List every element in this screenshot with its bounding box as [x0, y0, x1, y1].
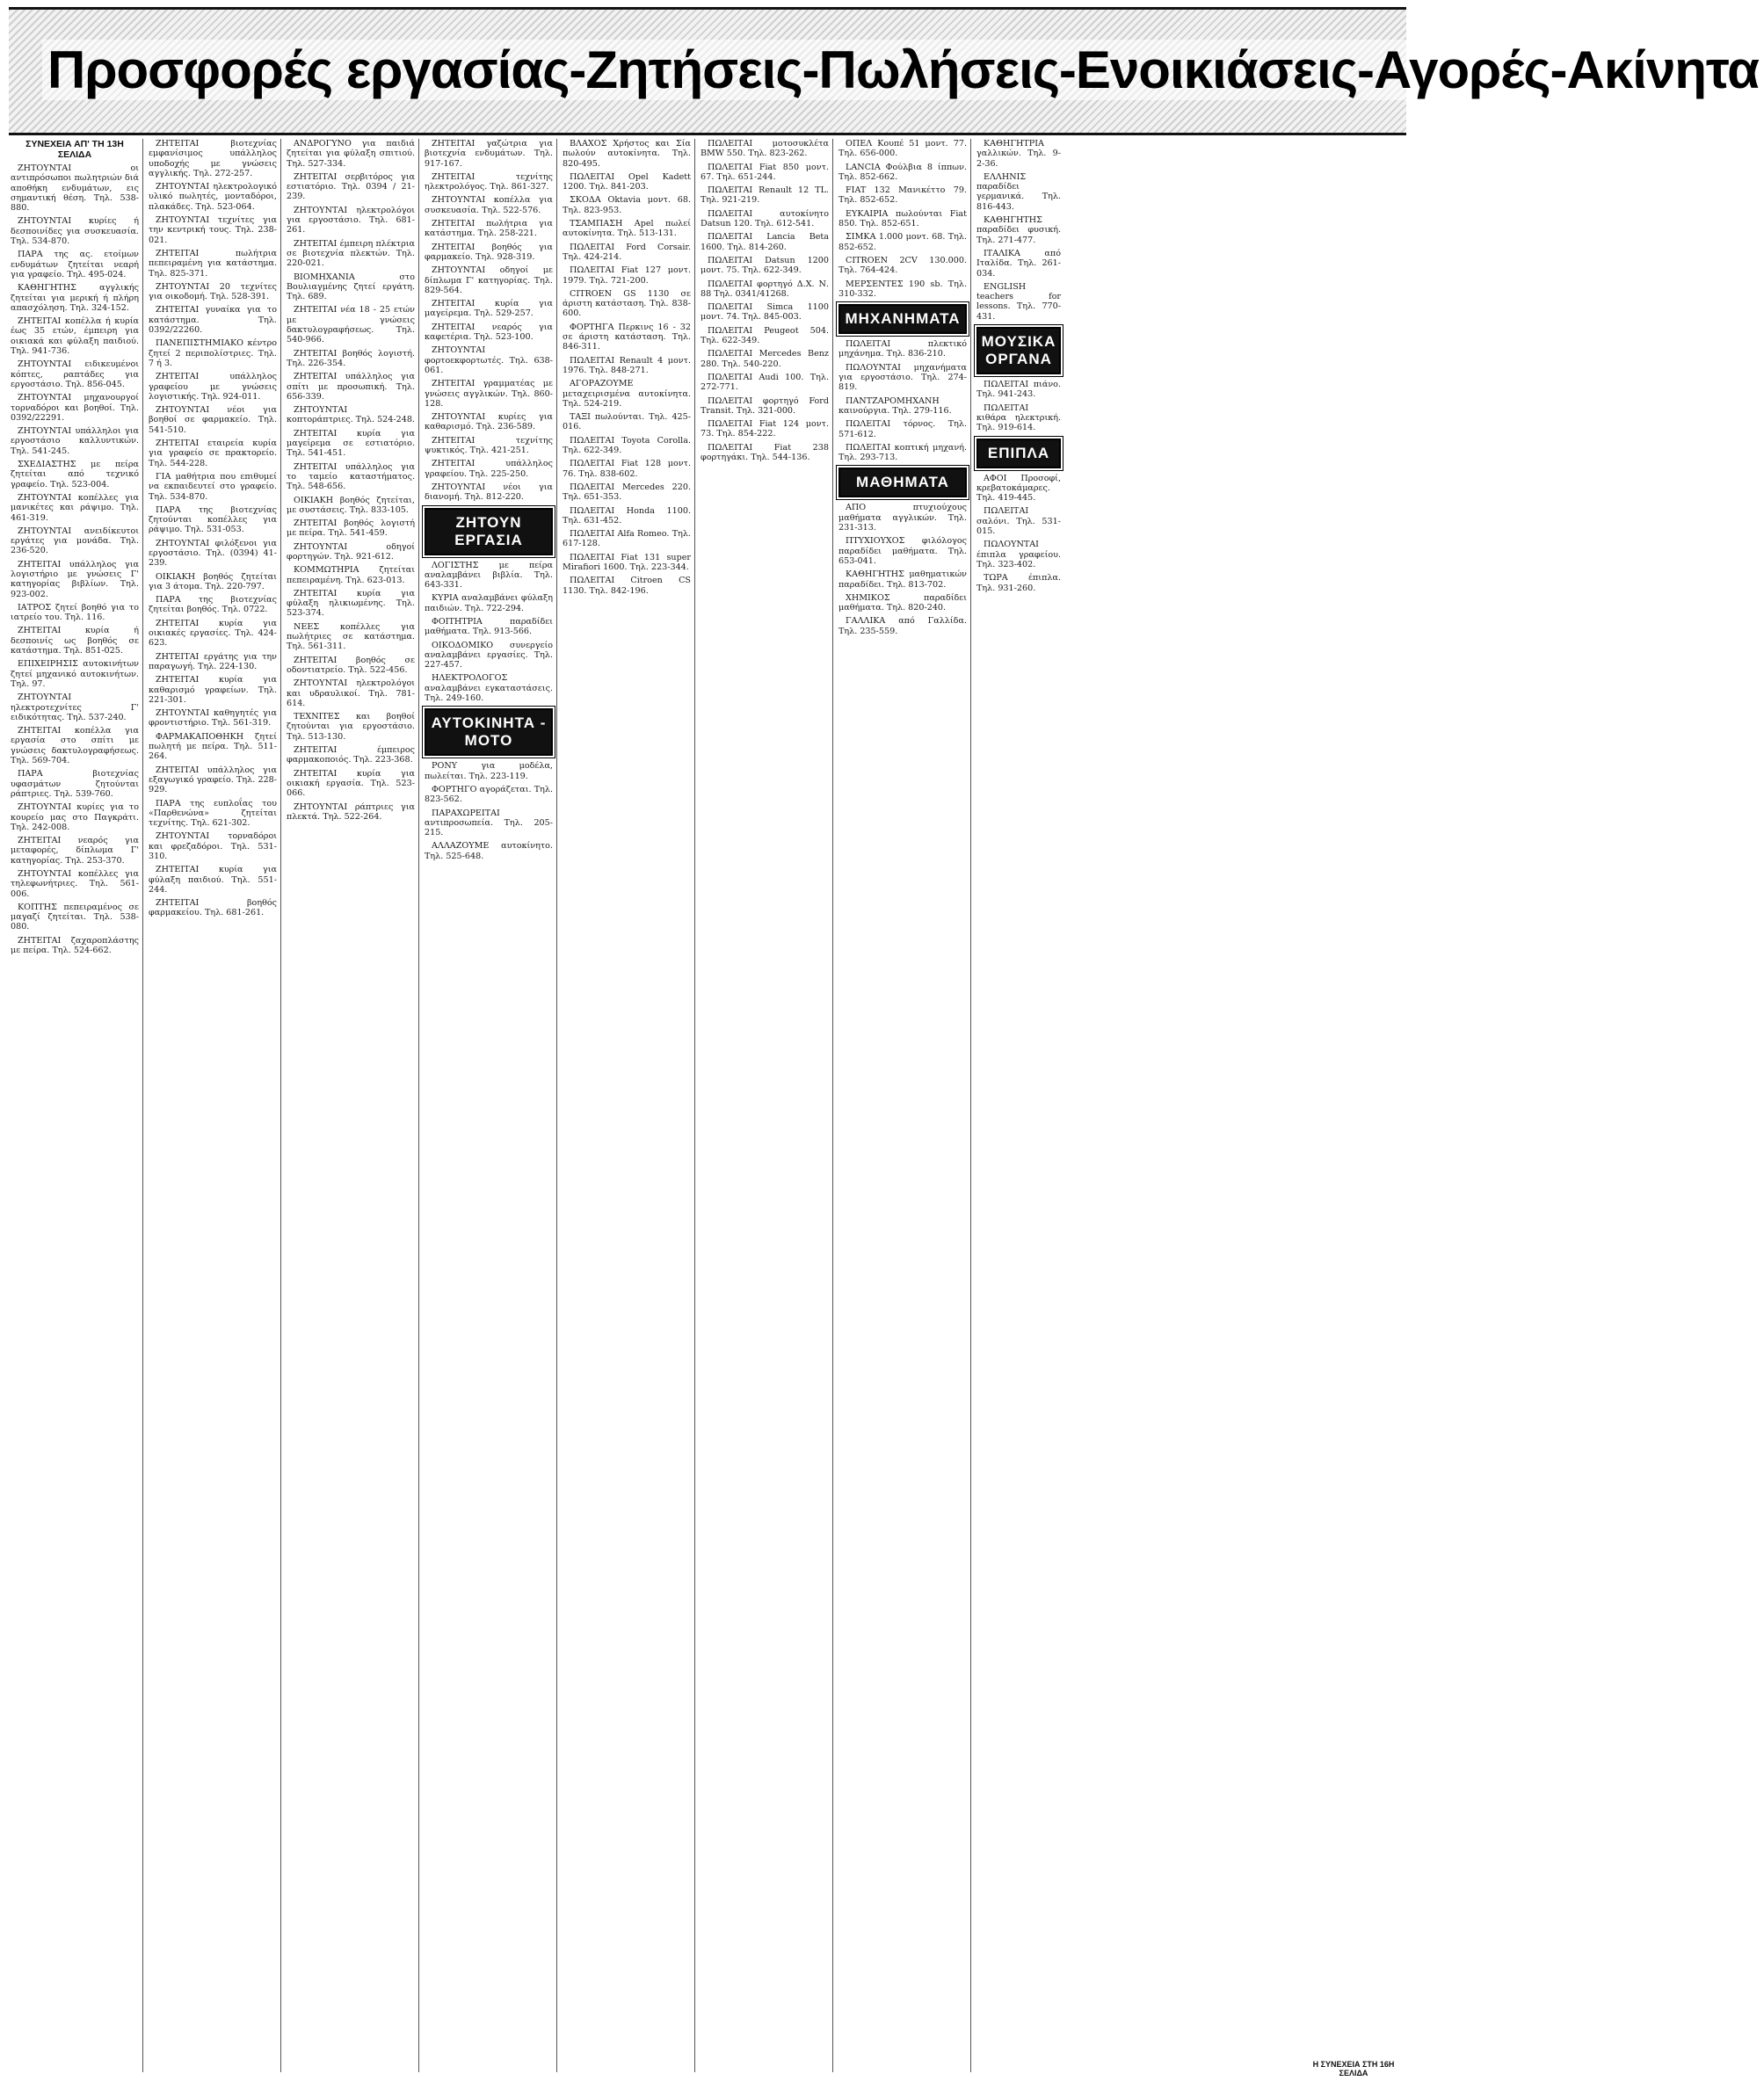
classified-ad: ΖΗΤΕΙΤΑΙ κυρία ή δεσποινίς ως βοηθός σε κατάστημα. Τηλ. 851-025.	[11, 626, 139, 656]
ad-list	[425, 139, 553, 503]
classified-ad: ΤΑΞΙ πωλούνται. Τηλ. 425-016.	[563, 412, 691, 432]
classified-ad: ENGLISH teachers for lessons. Τηλ. 770-431.	[976, 281, 1061, 322]
classified-ad: ΠΑΡΑ της βιοτεχνίας ζητούνται κοπέλλες για ράψιμο. Τηλ. 531-053.	[149, 504, 277, 535]
classified-ad: ΦΟΡΤΗΓΟ αγοράζεται. Τηλ. 823-562.	[425, 784, 553, 805]
classified-ad: ΚΥΡΙΑ αναλαμβάνει φύλαξη παιδιών. Τηλ. 722-294.	[425, 593, 553, 613]
classified-ad: ΠΩΛΕΙΤΑΙ Renault 12 TL. Τηλ. 921-219.	[701, 185, 829, 206]
classified-ad: ΠΩΛΕΙΤΑΙ τόρνος. Τηλ. 571-612.	[838, 419, 967, 439]
classified-ad: ΖΗΤΕΙΤΑΙ γυναίκα για το κατάστημα. Τηλ. 0392/22260.	[149, 305, 277, 336]
ad-list	[563, 139, 691, 596]
classified-ad: ΖΗΤΕΙΤΑΙ πωλήτρια για κατάστημα. Τηλ. 258-221.	[425, 219, 553, 239]
classified-ad: ΖΗΤΟΥΝΤΑΙ υπάλληλοι για εργοστάσιο καλλυντικών. Τηλ. 541-245.	[11, 426, 139, 456]
classified-ad: ΖΗΤΟΥΝΤΑΙ ανειδίκευτοι εργάτες για μονάδα. Τηλ. 236-520.	[11, 526, 139, 556]
ad-columns	[11, 139, 1396, 2072]
classified-ad: ΖΗΤΟΥΝΤΑΙ ηλεκτρολογικό υλικό πωλητές, μονταδόροι, πλακάδες. Τηλ. 523-064.	[149, 182, 277, 212]
classified-ad: ΖΗΤΕΙΤΑΙ εργάτης για την παραγωγή. Τηλ. 224-130.	[149, 651, 277, 671]
ad-list	[976, 139, 1061, 322]
classified-ad: ΖΗΤΕΙΤΑΙ γραμματέας με γνώσεις αγγλικών. Τηλ. 860-128.	[425, 379, 553, 409]
classified-ad: ΑΓΟΡΑΖΟΥΜΕ μεταχειρισμένα αυτοκίνητα. Τηλ. 524-219.	[563, 379, 691, 409]
classified-ad: ΟΙΚΙΑΚΗ βοηθός ζητείται για 3 άτομα. Τηλ. 220-797.	[149, 571, 277, 591]
column-8	[976, 139, 1064, 2072]
classified-ad: CITROEN 2CV 130.000. Τηλ. 764-424.	[838, 255, 967, 276]
classified-ad: ΖΗΤΕΙΤΑΙ βοηθός λογιστή. Τηλ. 226-354.	[287, 348, 415, 368]
classified-ad: ΓΑΛΛΙΚΑ από Γαλλίδα. Τηλ. 235-559.	[838, 616, 967, 636]
classified-ad: ΖΗΤΕΙΤΑΙ βοηθός σε οδοντιατρείο. Τηλ. 522-456.	[287, 655, 415, 675]
classified-ad: ΟΙΚΟΔΟΜΙΚΟ συνεργείο αναλαμβάνει εργασίες. Τηλ. 227-457.	[425, 640, 553, 671]
column-1	[11, 139, 143, 2072]
classified-ad: ΠΩΛΕΙΤΑΙ μοτοσυκλέτα BMW 550. Τηλ. 823-262.	[701, 139, 829, 159]
ad-list	[976, 380, 1061, 432]
classified-ad: ΦΟΡΤΗΓΑ Περκινς 16 - 32 σε άριστη κατάσταση. Τηλ. 846-311.	[563, 322, 691, 352]
classified-ad: ΚΑΘΗΓΗΤΗΣ παραδίδει φυσική. Τηλ. 271-477.	[976, 215, 1061, 245]
classified-ad: ΠΩΛΕΙΤΑΙ Datsun 1200 μοντ. 75. Τηλ. 622-349.	[701, 255, 829, 276]
classifieds-banner	[9, 7, 1759, 135]
classified-ad: ΙΑΤΡΟΣ ζητεί βοηθό για το ιατρείο του. Τηλ. 116.	[11, 602, 139, 623]
classified-ad: ΖΗΤΕΙΤΑΙ ζαχαροπλάστης με πείρα. Τηλ. 524-662.	[11, 935, 139, 956]
ad-list	[149, 139, 277, 918]
classified-ad: ΠΩΛΕΙΤΑΙ Renault 4 μοντ. 1976. Τηλ. 848-271.	[563, 355, 691, 375]
classified-ad: ΖΗΤΕΙΤΑΙ σερβιτόρος για εστιατόριο. Τηλ. 0394 / 21-239.	[287, 171, 415, 202]
continued-from-heading: ΣΥΝΕΧΕΙΑ ΑΠ' ΤΗ 13Η ΣΕΛΙΔΑ	[25, 139, 124, 160]
classified-ad: ΠΑΡΑΧΩΡΕΙΤΑΙ αντιπροσωπεία. Τηλ. 205-215.	[425, 808, 553, 838]
classified-ad: ΠΩΛΕΙΤΑΙ Mercedes 220. Τηλ. 651-353.	[563, 482, 691, 503]
classified-ad: ΖΗΤΕΙΤΑΙ υπάλληλος για το ταμείο καταστήματος. Τηλ. 548-656.	[287, 461, 415, 492]
classified-ad: ΠΩΛΕΙΤΑΙ Toyota Corolla. Τηλ. 622-349.	[563, 435, 691, 456]
classified-ad: ΓΙΑ μαθήτρια που επιθυμεί να εκπαιδευτεί στο γραφείο. Τηλ. 534-870.	[149, 471, 277, 502]
classified-ad: FIAT 132 Μανικέττο 79. Τηλ. 852-652.	[838, 185, 967, 206]
classified-ad: ΖΗΤΟΥΝΤΑΙ καθηγητές για φροντιστήριο. Τηλ. 561-319.	[149, 708, 277, 729]
classified-ad: ΖΗΤΟΥΝΤΑΙ 20 τεχνίτες για οικοδομή. Τηλ. 528-391.	[149, 281, 277, 302]
classified-ad: ΠΩΛΕΙΤΑΙ φορτηγό Ford Transit. Τηλ. 321-000.	[701, 395, 829, 416]
section-heading-machinery: ΜΗΧΑΝΗΜΑΤΑ	[838, 304, 967, 334]
classified-ad: ΝΕΕΣ κοπέλλες για πωλήτριες σε κατάστημα. Τηλ. 561-311.	[287, 621, 415, 652]
ad-list	[838, 339, 967, 462]
classified-ad: CITROEN GS 1130 σε άριστη κατάσταση. Τηλ. 838-600.	[563, 288, 691, 319]
classified-ad: ΠΑΡΑ της ας. ετοίμων ενδυμάτων ζητείται νεαρή για γραφείο. Τηλ. 495-024.	[11, 250, 139, 279]
classified-ad: ΦΟΙΤΗΤΡΙΑ παραδίδει μαθήματα. Τηλ. 913-566.	[425, 616, 553, 637]
column-6	[701, 139, 833, 2072]
classified-ad: ΠΩΛΕΙΤΑΙ κοπτική μηχανή. Τηλ. 293-713.	[838, 442, 967, 463]
classified-ad: ΠΑΡΑ βιοτεχνίας υφασμάτων ζητούνται ράπτριες. Τηλ. 539-760.	[11, 769, 139, 799]
classified-ad: ΠΑΡΑ της ευπλοΐας του «Παρθενώνα» ζητείται τεχνίτης. Τηλ. 621-302.	[149, 798, 277, 829]
classified-ad: ΠΩΛΕΙΤΑΙ Peugeot 504. Τηλ. 622-349.	[701, 325, 829, 346]
classified-ad: ΖΗΤΕΙΤΑΙ κυρία για μαγείρεμα σε εστιατόριο. Τηλ. 541-451.	[287, 428, 415, 459]
classified-ad: ΠΩΛΕΙΤΑΙ Fiat 238 φορτηγάκι. Τηλ. 544-136.	[701, 442, 829, 463]
ad-list	[976, 474, 1061, 593]
classified-ad: PONY για μοδέλα, πωλείται. Τηλ. 223-119.	[425, 761, 553, 781]
classified-ad: ΤΩΡΑ έπιπλα. Τηλ. 931-260.	[976, 573, 1061, 593]
classified-ad: ΙΤΑΛΙΚΑ από Ιταλίδα. Τηλ. 261-034.	[976, 248, 1061, 279]
classified-ad: ΟΙΚΙΑΚΗ βοηθός ζητείται, με συστάσεις. Τηλ. 833-105.	[287, 495, 415, 515]
classified-ad: ΠΩΛΕΙΤΑΙ Fiat 131 super Mirafiori 1600. Τηλ. 223-344.	[563, 552, 691, 572]
classified-ad: ΖΗΤΕΙΤΑΙ βοηθός για φαρμακείο. Τηλ. 928-319.	[425, 242, 553, 262]
classified-ad: ΠΩΛΕΙΤΑΙ Mercedes Benz 280. Τηλ. 540-220.	[701, 349, 829, 369]
classified-ad: ΖΗΤΟΥΝΤΑΙ κοπτοράπτριες. Τηλ. 524-248.	[287, 405, 415, 425]
classified-ad: ΣΧΕΔΙΑΣΤΗΣ με πείρα ζητείται από τεχνικό γραφείο. Τηλ. 523-004.	[11, 460, 139, 489]
classified-ad: ΠΩΛΟΥΝΤΑΙ μηχανήματα για εργοστάσιο. Τηλ. 274-819.	[838, 362, 967, 393]
classified-ad: ΖΗΤΟΥΝΤΑΙ φορτοεκφορτωτές. Τηλ. 638-061.	[425, 345, 553, 375]
classified-ad: ΦΑΡΜΑΚΑΠΟΘΗΚΗ ζητεί πωλητή με πείρα. Τηλ. 511-264.	[149, 731, 277, 762]
classified-ad: ΖΗΤΟΥΝΤΑΙ κυρίες ή δεσποινίδες για συσκευασία. Τηλ. 534-870.	[11, 216, 139, 247]
classified-ad: ΖΗΤΕΙΤΑΙ κυρία για φύλαξη ηλικιωμένης. Τηλ. 523-374.	[287, 588, 415, 619]
classified-ad: ΠΩΛΟΥΝΤΑΙ έπιπλα γραφείου. Τηλ. 323-402.	[976, 540, 1061, 569]
classified-ad: ΖΗΤΕΙΤΑΙ έμπειρος φαρμακοποιός. Τηλ. 223-368.	[287, 745, 415, 765]
classified-ad: ΖΗΤΕΙΤΑΙ κυρία για οικιακή εργασία. Τηλ. 523-066.	[287, 768, 415, 799]
section-heading-lessons: ΜΑΘΗΜΑΤΑ	[838, 468, 967, 497]
classified-ad: ΣΚΟΔΑ Oktavia μοντ. 68. Τηλ. 823-953.	[563, 195, 691, 215]
classified-ad: ΠΩΛΕΙΤΑΙ Ford Corsair. Τηλ. 424-214.	[563, 242, 691, 262]
classified-ad: ΕΠΙΧΕΙΡΗΣΙΣ αυτοκινήτων ζητεί μηχανικό αυτοκινήτων. Τηλ. 97.	[11, 659, 139, 689]
classified-ad: ΕΥΚΑΙΡΙΑ πωλούνται Fiat 850. Τηλ. 852-651.	[838, 208, 967, 229]
classified-ad: ΖΗΤΕΙΤΑΙ υπάλληλος για σπίτι με προσωπική. Τηλ. 656-339.	[287, 372, 415, 402]
classified-ad: ΠΩΛΕΙΤΑΙ φορτηγό Δ.Χ. Ν. 88 Τηλ. 0341/41268.	[701, 279, 829, 299]
classified-ad: ΖΗΤΟΥΝΤΑΙ κυρίες για καθαρισμό. Τηλ. 236-589.	[425, 412, 553, 432]
classified-ad: ΚΑΘΗΓΗΤΗΣ αγγλικής ζητείται για μερική ή πλήρη απασχόληση. Τηλ. 324-152.	[11, 283, 139, 313]
classified-ad: ΖΗΤΕΙΤΑΙ υπάλληλος γραφείου με γνώσεις λογιστικής. Τηλ. 924-011.	[149, 372, 277, 402]
classified-ad: ΖΗΤΕΙΤΑΙ κοπέλλα για εργασία στο σπίτι με γνώσεις δακτυλογραφήσεως. Τηλ. 569-704.	[11, 726, 139, 766]
classified-ad: ΖΗΤΟΥΝΤΑΙ ηλεκτρολόγοι για εργοστάσιο. Τηλ. 681-261.	[287, 205, 415, 236]
classified-ad: ΕΛΛΗΝΙΣ παραδίδει γερμανικά. Τηλ. 816-443.	[976, 171, 1061, 212]
classified-ad: ΖΗΤΟΥΝΤΑΙ κοπέλλα για συσκευασία. Τηλ. 522-576.	[425, 195, 553, 215]
section-heading-job-seekers: ΖΗΤΟΥΝ ΕΡΓΑΣΙΑ	[425, 508, 553, 555]
classified-ad: ΖΗΤΟΥΝΤΑΙ οδηγοί φορτηγών. Τηλ. 921-612.	[287, 541, 415, 562]
classified-ad: ΗΛΕΚΤΡΟΛΟΓΟΣ αναλαμβάνει εγκαταστάσεις. Τηλ. 249-160.	[425, 673, 553, 704]
continued-on-note: Η ΣΥΝΕΧΕΙΑ ΣΤΗ 16Η ΣΕΛΙΔΑ	[1312, 2060, 1395, 2077]
classified-ad: ΚΟΠΤΗΣ πεπειραμένος σε μαγαζί ζητείται. Τηλ. 538-080.	[11, 902, 139, 932]
ad-list	[425, 561, 553, 704]
classified-ad: ΠΩΛΕΙΤΑΙ κιθάρα ηλεκτρική. Τηλ. 919-614.	[976, 402, 1061, 433]
classified-ad: ΠΑΡΑ της βιοτεχνίας ζητείται βοηθός. Τηλ. 0722.	[149, 595, 277, 615]
classified-ad: ΑΝΔΡΟΓΥΝΟ για παιδιά ζητείται για φύλαξη σπιτιού. Τηλ. 527-334.	[287, 139, 415, 169]
column-5	[563, 139, 695, 2072]
classified-ad: ΒΙΟΜΗΧΑΝΙΑ στο Βουλιαγμένης ζητεί εργάτη. Τηλ. 689.	[287, 272, 415, 302]
classified-ad: ΠΑΝΤΖΑΡΟΜΗΧΑΝΗ καινούργια. Τηλ. 279-116.	[838, 395, 952, 416]
ad-list	[701, 139, 829, 462]
classified-ad: ΖΗΤΕΙΤΑΙ πωλήτρια πεπειραμένη για κατάστημα. Τηλ. 825-371.	[149, 248, 277, 279]
classified-ad: ΠΤΥΧΙΟΥΧΟΣ φιλόλογος παραδίδει μαθήματα. Τηλ. 653-041.	[838, 536, 967, 566]
classified-ad: ΖΗΤΟΥΝΤΑΙ οι αντιπρόσωποι πωλητριών διά αποθήκη ενδυμάτων, εις σημαντική θέση. Τηλ. 538-880.	[11, 163, 139, 214]
section-heading-cars-moto: ΑΥΤΟΚΙΝΗΤΑ - ΜΟΤΟ	[425, 708, 553, 756]
classified-ad: ΤΣΑΜΠΑΣΗ Apel πωλεί αυτοκίνητα. Τηλ. 513-131.	[563, 219, 691, 239]
classified-ad: ΖΗΤΕΙΤΑΙ κυρία για φύλαξη παιδιού. Τηλ. 551-244.	[149, 865, 277, 895]
classified-ad: ΖΗΤΟΥΝΤΑΙ ειδικευμένοι κόπτες, ραπτάδες για εργοστάσιο. Τηλ. 856-045.	[11, 359, 139, 389]
classified-ad: ΠΩΛΕΙΤΑΙ Audi 100. Τηλ. 272-771.	[701, 372, 829, 393]
classified-ad: ΖΗΤΕΙΤΑΙ τεχνίτης ηλεκτρολόγος. Τηλ. 861-327.	[425, 171, 553, 192]
classified-ad: ΖΗΤΕΙΤΑΙ νέα 18 - 25 ετών με γνώσεις δακτυλογραφήσεως. Τηλ. 540-966.	[287, 305, 415, 345]
classified-ad: ΤΕΧΝΙΤΕΣ και βοηθοί ζητούνται για εργοστάσιο. Τηλ. 513-130.	[287, 712, 415, 742]
classified-ad: ΖΗΤΕΙΤΑΙ νεαρός για μεταφορές, δίπλωμα Γ' κατηγορίας. Τηλ. 253-370.	[11, 836, 139, 866]
classified-ad: ΖΗΤΕΙΤΑΙ νεαρός για καφετέρια. Τηλ. 523-100.	[425, 322, 553, 343]
classified-ad: ΖΗΤΟΥΝΤΑΙ οδηγοί με δίπλωμα Γ' κατηγορίας. Τηλ. 829-564.	[425, 265, 553, 295]
classified-ad: ΒΛΑΧΟΣ Χρήστος και Σία πωλούν αυτοκίνητα. Τηλ. 820-495.	[563, 139, 691, 169]
classified-ad: ΖΗΤΕΙΤΑΙ τεχνίτης ψυκτικός. Τηλ. 421-251.	[425, 435, 553, 456]
classified-ad: ΠΩΛΕΙΤΑΙ Opel Kadett 1200. Τηλ. 841-203.	[563, 171, 691, 192]
ad-list	[838, 503, 967, 636]
classified-ad: ΚΟΜΜΩΤΗΡΙΑ ζητείται πεπειραμένη. Τηλ. 623-013.	[287, 565, 415, 585]
classified-ad: ΖΗΤΕΙΤΑΙ κυρία για καθαρισμό γραφείων. Τηλ. 221-301.	[149, 675, 277, 705]
classified-ad: ΖΗΤΟΥΝΤΑΙ φιλόξενοι για εργοστάσιο. Τηλ. (0394) 41-239.	[149, 538, 277, 569]
classified-ad: ΑΦΟΙ Προσοφί, κρεβατοκάμαρες. Τηλ. 419-445.	[976, 473, 1061, 504]
classified-ad: ΠΩΛΕΙΤΑΙ αυτοκίνητο Datsun 120. Τηλ. 612-541.	[701, 208, 829, 229]
classified-ad: ΖΗΤΕΙΤΑΙ εταιρεία κυρία για γραφείο σε πρακτορείο. Τηλ. 544-228.	[149, 439, 277, 468]
column-7	[838, 139, 971, 2072]
classified-ad: ΛΟΓΙΣΤΗΣ με πείρα αναλαμβάνει βιβλία. Τηλ. 643-331.	[425, 560, 553, 591]
column-3	[287, 139, 419, 2072]
classified-ad: ΚΑΘΗΓΗΤΡΙΑ γαλλικών. Τηλ. 9-2-36.	[976, 139, 1061, 169]
classified-ad: ΖΗΤΟΥΝΤΑΙ ηλεκτρολόγοι και υδραυλικοί. Τηλ. 781-614.	[287, 678, 415, 708]
classified-ad: ΖΗΤΕΙΤΑΙ βοηθός φαρμακείου. Τηλ. 681-261.	[149, 898, 277, 918]
ad-list	[838, 139, 967, 299]
classified-ad: ΖΗΤΟΥΝΤΑΙ κυρίες για το κουρείο μας στο Παγκράτι. Τηλ. 242-008.	[11, 802, 139, 832]
classified-ad: LANCIA Φούλβια 8 ίππων. Τηλ. 852-662.	[838, 162, 967, 182]
classified-ad: ΟΠΕΛ Κουπέ 51 μοντ. 77. Τηλ. 656-000.	[838, 139, 967, 159]
classified-ad: ΖΗΤΟΥΝΤΑΙ νέοι για διανομή. Τηλ. 812-220.	[425, 482, 553, 503]
classified-ad: ΖΗΤΕΙΤΑΙ κοπέλλα ή κυρία έως 35 ετών, έμπειρη για οικιακά και φύλαξη παιδιού. Τηλ. 941-736.	[11, 316, 139, 357]
classified-ad: ΑΛΛΑΖΟΥΜΕ αυτοκίνητο. Τηλ. 525-648.	[425, 841, 553, 861]
classified-ad: ΣΙΜΚΑ 1.000 μοντ. 68. Τηλ. 852-652.	[838, 232, 967, 252]
classified-ad: ΖΗΤΟΥΝΤΑΙ ηλεκτροτεχνίτες Γ' ειδικότητας. Τηλ. 537-240.	[11, 692, 139, 722]
classified-ad: ΠΩΛΕΙΤΑΙ Alfa Romeo. Τηλ. 617-128.	[563, 529, 691, 549]
classified-ad: ΖΗΤΟΥΝΤΑΙ τορναδόροι και φρεζαδόροι. Τηλ. 531-310.	[149, 831, 277, 861]
classified-ad: ΜΕΡΣΕΝΤΕΣ 190 sb. Τηλ. 310-332.	[838, 279, 967, 299]
classified-ad: ΑΠΟ πτυχιούχους μαθήματα αγγλικών. Τηλ. 231-313.	[838, 503, 967, 533]
classified-ad: ΖΗΤΕΙΤΑΙ κυρία για οικιακές εργασίες. Τηλ. 424-623.	[149, 618, 277, 649]
classified-ad: ΖΗΤΕΙΤΑΙ γαζώτρια για βιοτεχνία ενδυμάτων. Τηλ. 917-167.	[425, 139, 553, 169]
classified-ad: ΠΩΛΕΙΤΑΙ Fiat 124 μοντ. 73. Τηλ. 854-222.	[701, 419, 829, 439]
section-heading-furniture: ΕΠΙΠΛΑ	[976, 439, 1061, 468]
classified-ad: ΖΗΤΟΥΝΤΑΙ τεχνίτες για την κεντρική τους. Τηλ. 238-021.	[149, 215, 277, 245]
classified-ad: ΖΗΤΕΙΤΑΙ βοηθός λογιστή με πείρα. Τηλ. 541-459.	[287, 518, 415, 539]
classified-ad: ΖΗΤΕΙΤΑΙ υπάλληλος για λογιστήριο με γνώσεις Γ' κατηγορίας βιβλίων. Τηλ. 923-002.	[11, 559, 139, 599]
banner-title: Προσφορές εργασίας-Ζητήσεις-Πωλήσεις-Ενοικιάσεις-Αγορές-Ακίνητα	[42, 40, 1764, 100]
classified-ad: ΠΩΛΕΙΤΑΙ Fiat 128 μοντ. 76. Τηλ. 838-602.	[563, 459, 691, 479]
column-2	[149, 139, 281, 2072]
classified-ad: ΠΩΛΕΙΤΑΙ Lancia Beta 1600. Τηλ. 814-260.	[701, 232, 829, 252]
classified-ad: ΚΑΘΗΓΗΤΗΣ μαθηματικών παραδίδει. Τηλ. 813-702.	[838, 569, 967, 590]
section-heading-musical-instruments: ΜΟΥΣΙΚΑ ΟΡΓΑΝΑ	[976, 327, 1061, 374]
classified-ad: ΠΩΛΕΙΤΑΙ πλεκτικό μηχάνημα. Τηλ. 836-210.	[838, 339, 967, 359]
classified-ad: ΠΩΛΕΙΤΑΙ Citroen CS 1130. Τηλ. 842-196.	[563, 576, 691, 596]
classified-ad: ΠΩΛΕΙΤΑΙ πιάνο. Τηλ. 941-243.	[976, 380, 1061, 400]
classified-ad: ΖΗΤΟΥΝΤΑΙ νέοι για βοηθοί σε φαρμακείο. Τηλ. 541-510.	[149, 405, 277, 435]
classified-ad: ΖΗΤΟΥΝΤΑΙ κοπέλλες για τηλεφωνήτριες. Τηλ. 561-006.	[11, 869, 139, 899]
classified-ad: ΖΗΤΕΙΤΑΙ υπάλληλος γραφείου. Τηλ. 225-250.	[425, 459, 553, 479]
classified-ad: ΖΗΤΟΥΝΤΑΙ μηχανουργοί τορναδόροι και βοηθοί. Τηλ. 0392/22291.	[11, 393, 139, 423]
classified-ad: ΖΗΤΕΙΤΑΙ έμπειρη πλέκτρια σε βιοτεχνία πλεκτών. Τηλ. 220-021.	[287, 238, 415, 269]
classified-ad: ΧΗΜΙΚΟΣ παραδίδει μαθήματα. Τηλ. 820-240.	[838, 592, 967, 613]
classified-ad: ΖΗΤΟΥΝΤΑΙ κοπέλλες για μανικέτες και ράψιμο. Τηλ. 461-319.	[11, 492, 139, 523]
classified-ad: ΖΗΤΟΥΝΤΑΙ ράπτριες για πλεκτά. Τηλ. 522-264.	[287, 801, 415, 822]
classified-ad: ΖΗΤΕΙΤΑΙ κυρία για μαγείρεμα. Τηλ. 529-257.	[425, 299, 553, 319]
classified-ad: ΖΗΤΕΙΤΑΙ υπάλληλος για εξαγωγικό γραφείο. Τηλ. 228-929.	[149, 765, 277, 795]
classified-ad: ΠΩΛΕΙΤΑΙ Fiat 850 μοντ. 67. Τηλ. 651-244.	[701, 162, 829, 182]
classified-ad: ΠΩΛΕΙΤΑΙ σαλόνι. Τηλ. 531-015.	[976, 506, 1061, 537]
classified-ad: ΖΗΤΕΙΤΑΙ βιοτεχνίας εμφανίσιμος υπάλληλος υποδοχής με γνώσεις αγγλικής. Τηλ. 272-257.	[149, 139, 277, 178]
classified-ad: ΠΑΝΕΠΙΣΤΗΜΙΑΚΟ κέντρο ζητεί 2 περιπολίστριες. Τηλ. 7 ή 3.	[149, 338, 277, 368]
ad-list	[425, 761, 553, 861]
ad-list	[11, 163, 139, 955]
column-4	[425, 139, 557, 2072]
classified-ad: ΠΩΛΕΙΤΑΙ Honda 1100. Τηλ. 631-452.	[563, 505, 691, 526]
classified-ad: ΠΩΛΕΙΤΑΙ Simca 1100 μοντ. 74. Τηλ. 845-003.	[701, 302, 829, 323]
ad-list	[287, 139, 415, 822]
classified-ad: ΠΩΛΕΙΤΑΙ Fiat 127 μοντ. 1979. Τηλ. 721-200.	[563, 265, 691, 286]
